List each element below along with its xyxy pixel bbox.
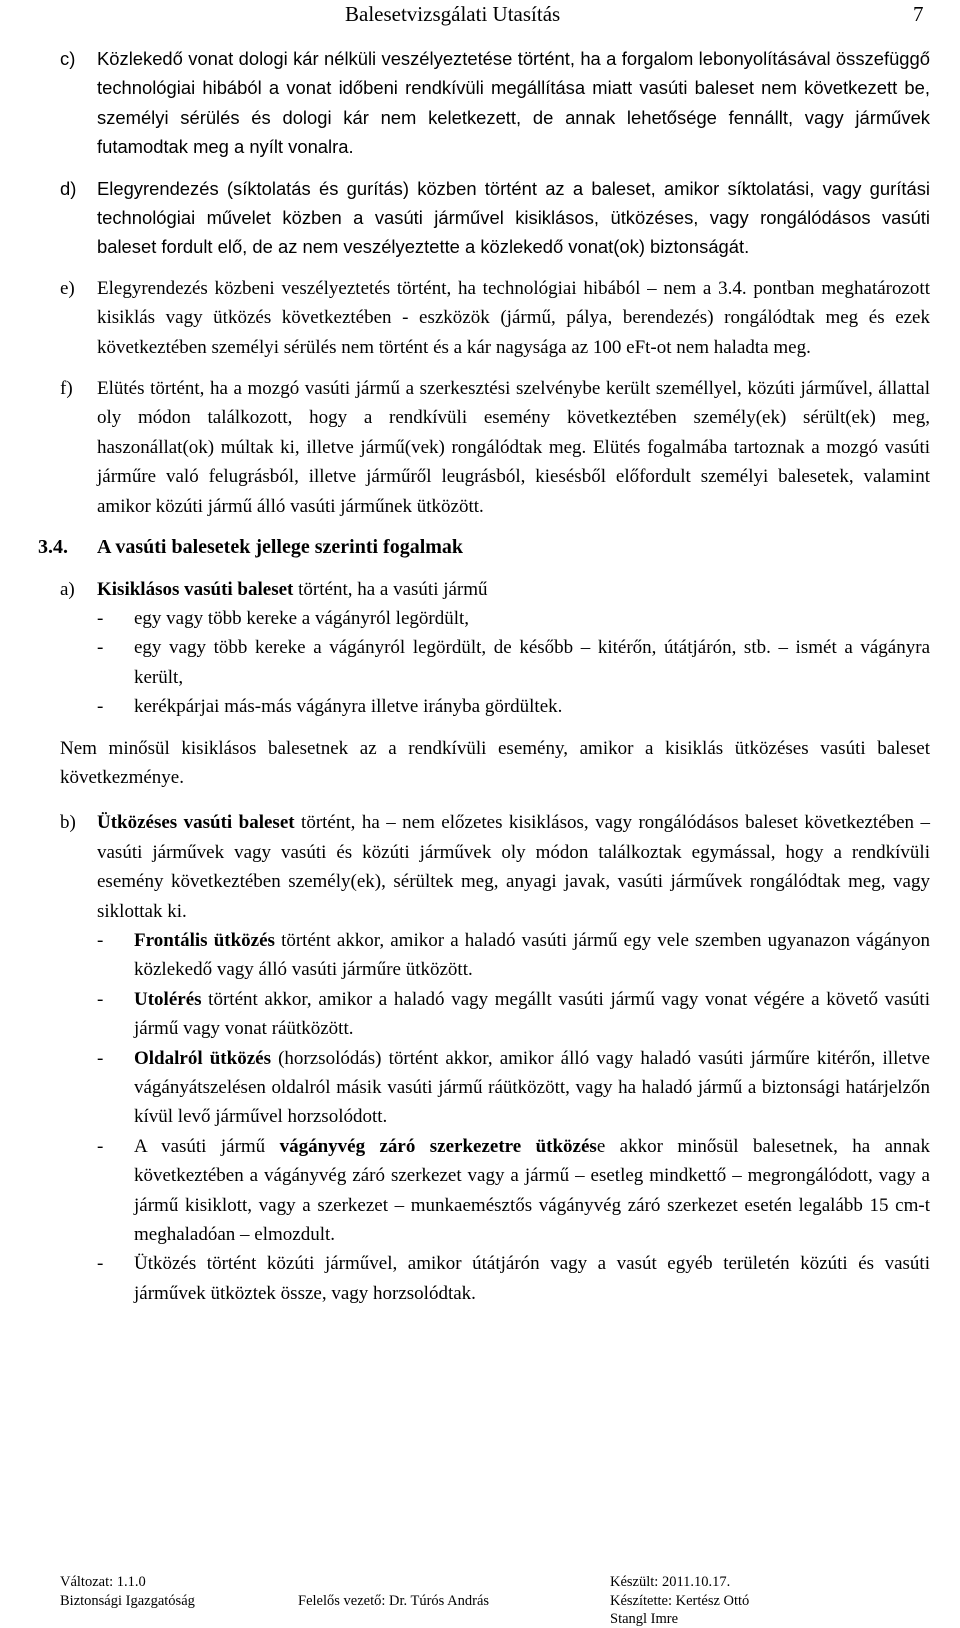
derailment-list (60, 604, 930, 722)
list-item: - Utolérés történt akkor, amikor a haladó vagy megállt vasúti jármű vagy vonat végére a követő vasúti jármű vagy vonat ráütközött. (60, 985, 930, 1044)
item-e (60, 274, 930, 362)
page-footer (0, 1574, 960, 1627)
item-f (60, 374, 930, 521)
dash-marker: - (97, 1253, 104, 1275)
item-label: c) (60, 48, 76, 69)
list-item: - egy vagy több kereke a vágányról legördült, (60, 604, 930, 633)
item-d (60, 174, 930, 262)
list-item: - egy vagy több kereke a vágányról legördült, de később – kitérőn, útátjárón, stb. – ismét a vágányra került, (60, 633, 930, 692)
section-heading (38, 533, 930, 562)
item-text: történt, ha – nem előzetes kisiklásos, vagy rongálódásos baleset következtében – vasúti járművek vagy vasúti és közúti járművek oly módon találkoztak egymással, hogy a rendkívüli esemény következtében személy(ek), sérültek meg, anyagi javak, vasúti járművek rongálódtak meg, vagy siklottak ki. (97, 812, 931, 922)
derailment-note: Nem minősül kisiklásos balesetnek az a rendkívüli esemény, amikor a kisiklás ütközéses vasúti baleset következménye. (60, 737, 930, 788)
page-header (0, 0, 960, 44)
dash-marker: - (97, 988, 104, 1010)
footer-author: Készítette: Kertész Ottó (610, 1593, 750, 1609)
item-text: Elegyrendezés (síktolatás és gurítás) közben történt az a baleset, amikor síktolatási, vagy gurítási technológiai művelet közben a vasúti járművel kisiklásos, ütközéses, vagy rongálódásos vasúti baleset fordult elő, de az nem veszélyeztette a közlekedő vonat(ok) biztonságát. (97, 177, 930, 258)
item-text: Elütés történt, ha a mozgó vasúti jármű a szerkesztési szelvénybe került személlyel, közúti járművel, állattal oly módon találkozott, hogy a rendkívüli esemény következtében személy(ek) sérült(ek) meg, haszonállat(ok) múltak ki, illetve jármű(vek) rongálódtak meg. Elütés fogalmába tartoznak a mozgó vasúti járműre való felugrásból, illetve járműről leugrásból, kiesésből előfordult személyi balesetek, valamint amikor közúti jármű álló vasúti járműnek ütközött. (97, 378, 930, 517)
item-label: d) (60, 177, 77, 199)
item-text: Közlekedő vonat dologi kár nélküli veszélyeztetése történt, ha a forgalom lebonyolításával összefüggő technológiai hibából a vonat időbeni rendkívüli megállítása miatt vasúti baleset nem következett be, személyi sérülés és dologi kár nem keletkezett, de annak lehetősége fennállt, vagy járművek futamodtak meg a nyílt vonalra. (97, 48, 930, 158)
dash-marker: - (97, 696, 104, 718)
item-label: b) (60, 812, 76, 834)
term-bold: Ütközéses vasúti baleset (97, 812, 295, 834)
list-item: - Frontális ütközés történt akkor, amikor a haladó vasúti jármű egy vele szemben ugyanazon vágányon közlekedő vagy álló vasúti járműre ütközött. (60, 926, 930, 985)
item-label: e) (60, 277, 75, 299)
dash-marker: - (97, 929, 104, 951)
list-item: - kerékpárjai más-más vágányra illetve irányba gördültek. (60, 692, 930, 721)
list-item: - A vasúti jármű vágányvég záró szerkezetre ütközése akkor minősül balesetnek, ha annak következtében a vágányvég záró szerkezet vagy a jármű – esetleg mindkettő – megrongálódott, vagy a jármű kisiklott, vagy a szerkezet – munkaemésztős vágányvég záró szerkezet esetén legalább 15 cm-t meghaladóan – elmozdult. (60, 1132, 930, 1250)
item-text: történt, ha a vasúti jármű (293, 578, 488, 600)
item-b (60, 808, 930, 926)
item-a (60, 575, 930, 604)
section-title: A vasúti balesetek jellege szerinti fogalmak (97, 536, 464, 559)
page-number: 7 (913, 2, 924, 26)
section-number: 3.4. (38, 536, 68, 559)
dash-marker: - (97, 1135, 104, 1157)
item-c (60, 44, 930, 162)
item-text: Elegyrendezés közbeni veszélyeztetés történt, ha technológiai hibából – nem a 3.4. pontban meghatározott kisiklás vagy ütközés következtében - eszközök (jármű, pálya, berendezés) rongálódtak meg és ezek következtében személyi sérülés nem történt és a kár nagysága az 100 eFt-ot nem haladta meg. (97, 277, 930, 358)
footer-department: Biztonsági Igazgatóság (60, 1593, 195, 1609)
footer-created: Készült: 2011.10.17. (610, 1574, 731, 1590)
dash-marker: - (97, 637, 104, 659)
document-body (38, 44, 931, 1308)
term-bold: Kisiklásos vasúti baleset (97, 578, 294, 600)
dash-marker: - (97, 607, 104, 629)
item-label: a) (60, 578, 75, 600)
footer-author-2: Stangl Imre (610, 1611, 679, 1627)
list-item: - Ütközés történt közúti járművel, amikor útátjárón vagy a vasút egyéb területén közúti és vasúti járművek ütköztek össze, vagy horzsolódtak. (60, 1249, 930, 1308)
footer-responsible: Felelős vezető: Dr. Túrós András (298, 1593, 490, 1609)
list-item: - Oldalról ütközés (horzsolódás) történt akkor, amikor álló vagy haladó vasúti járműre kitérőn, illetve vágányátszelésen oldalról másik vasúti jármű ráütközött, vagy ha haladó jármű a biztonsági határjelzőn kívül levő járművel horzsolódott. (60, 1044, 930, 1132)
collision-list (60, 926, 930, 1308)
document-title: Balesetvizsgálati Utasítás (345, 2, 561, 26)
dash-marker: - (97, 1047, 104, 1069)
item-label: f) (60, 378, 73, 400)
footer-version: Változat: 1.1.0 (60, 1574, 146, 1590)
